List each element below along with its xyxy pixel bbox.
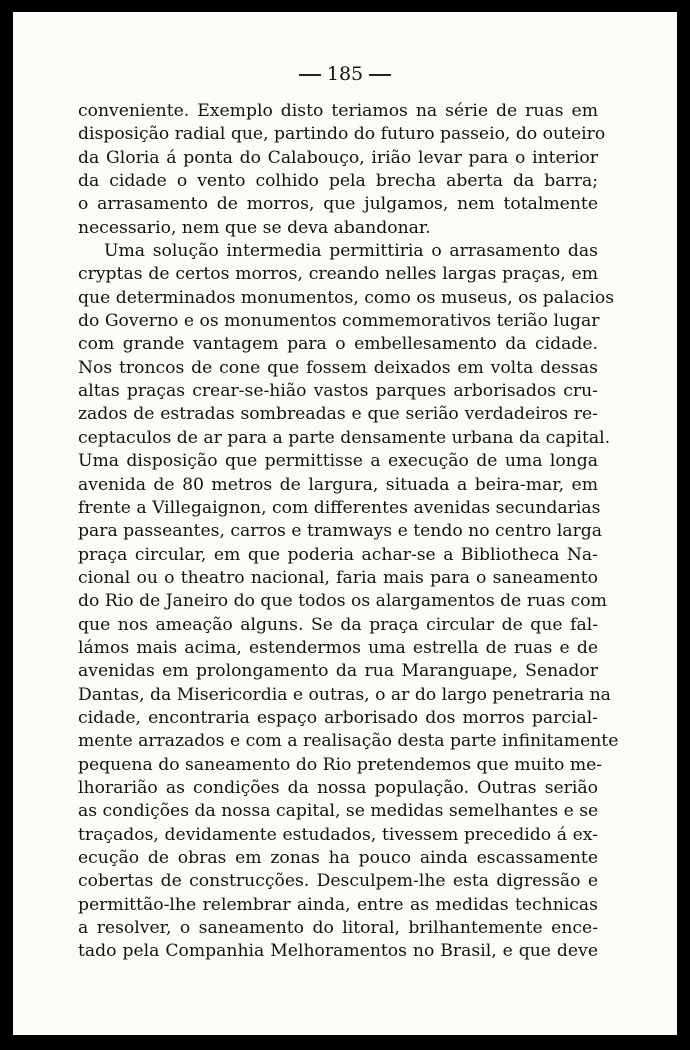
text-line: permittão-lhe relembrar ainda, entre as medidas technicas — [78, 894, 598, 915]
text-line: que determinados monumentos, como os museus, os palacios — [78, 287, 615, 308]
text-line: pequena do saneamento do Rio pretendemos que muito me- — [78, 754, 603, 775]
text-line: avenida de 80 metros de largura, situada a beira-mar, em — [78, 474, 598, 495]
text-line: praça circular, em que poderia achar-se a Bibliotheca Na- — [78, 544, 598, 565]
text-line: zados de estradas sombreadas e que serião verdadeiros re- — [78, 404, 598, 425]
text-line: disposição radial que, partindo do futuro passeio, do outeiro — [78, 124, 606, 145]
text-line: traçados, devidamente estudados, tivessem precedido á ex- — [78, 824, 598, 845]
text-line: para passeantes, carros e tramways e tendo no centro larga — [78, 521, 603, 542]
book-page — [13, 12, 677, 1035]
text-line: do Governo e os monumentos commemorativos terião lugar — [78, 311, 600, 332]
right-dash-ornament — [369, 74, 391, 76]
text-line: a resolver, o saneamento do litoral, brilhantemente ence- — [78, 918, 598, 939]
text-line: cional ou o theatro nacional, faria mais para o saneamento — [78, 567, 598, 588]
text-line: Uma disposição que permittisse a execução de uma longa — [78, 451, 598, 472]
text-line: ceptaculos de ar para a parte densamente urbana da capital. — [78, 427, 611, 448]
text-line: altas praças crear-se-hião vastos parques arborisados cru- — [78, 381, 598, 402]
text-line: da cidade o vento colhido pela brecha aberta da barra; — [78, 171, 598, 192]
text-line: avenidas em prolongamento da rua Maranguape, Senador — [78, 661, 598, 682]
page-number: 185 — [326, 63, 364, 85]
text-line: Nos troncos de cone que fossem deixados em volta dessas — [78, 357, 598, 378]
text-line: com grande vantagem para o embellesamento da cidade. — [78, 334, 598, 355]
text-line: mente arrazados e com a realisação desta parte infinitamente — [78, 731, 619, 752]
text-line: cryptas de certos morros, creando nelles largas praças, em — [78, 264, 598, 285]
text-line: lhorarião as condições da nossa população. Outras serião — [78, 777, 598, 798]
text-line: ecução de obras em zonas ha pouco ainda escassamente — [78, 848, 598, 868]
text-line: frente a Villegaignon, com differentes avenidas secundarias — [78, 497, 601, 518]
text-line: cobertas de construcções. Desculpem-lhe esta digressão e — [78, 871, 598, 892]
text-line: cidade, encontraria espaço arborisado dos morros parcial- — [78, 707, 598, 728]
text-line: o arrasamento de morros, que julgamos, nem totalmente — [78, 194, 598, 215]
page-header — [13, 62, 677, 86]
text-line: Uma solução intermedia permittiria o arrasamento das — [104, 241, 598, 262]
left-dash-ornament — [299, 74, 321, 76]
text-line: do Rio de Janeiro do que todos os alargamentos de ruas com — [78, 591, 607, 612]
text-line: da Gloria á ponta do Calabouço, irião levar para o interior — [78, 147, 598, 168]
text-line: lámos mais acima, estendermos uma estrella de ruas e de — [78, 637, 598, 658]
text-line: Dantas, da Misericordia e outras, o ar do largo penetraria na — [78, 684, 611, 705]
body-text — [78, 100, 619, 964]
text-line: necessario, nem que se deva abandonar. — [78, 217, 431, 238]
text-line: tado pela Companhia Melhoramentos no Brasil, e que deve — [78, 941, 598, 962]
text-line: que nos ameação alguns. Se da praça circular de que fal- — [78, 614, 598, 635]
text-line: as condições da nossa capital, se medidas semelhantes e se — [78, 801, 599, 822]
text-line: conveniente. Exemplo disto teriamos na série de ruas em — [78, 101, 598, 121]
